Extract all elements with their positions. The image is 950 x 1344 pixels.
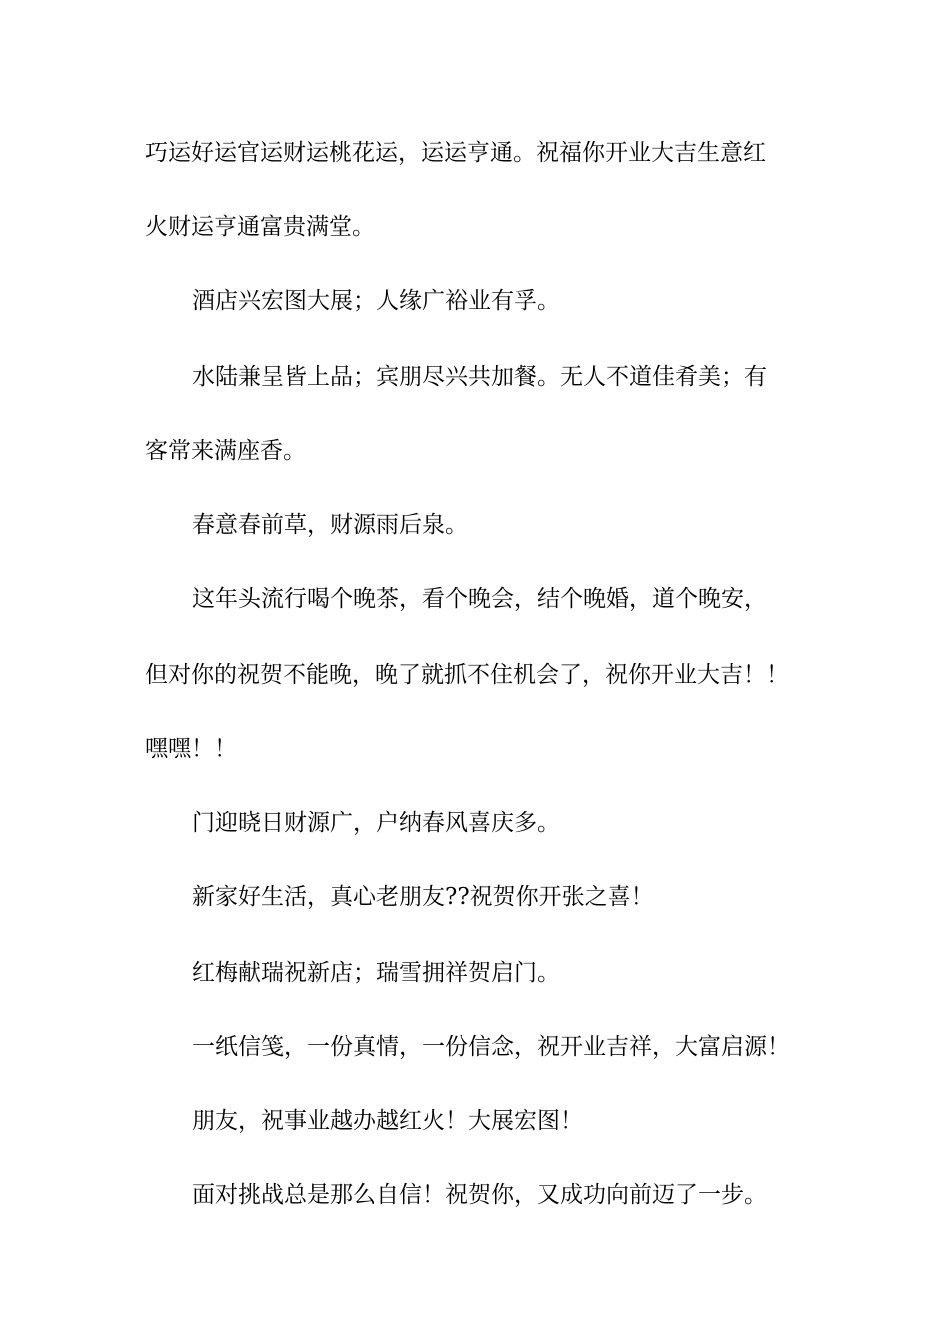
paragraph-line: 火财运亨通富贵满堂。 (145, 214, 375, 240)
paragraph-line: 水陆兼呈皆上品；宾朋尽兴共加餐。无人不道佳肴美；有 (192, 364, 767, 390)
paragraph-line: 新家好生活，真心老朋友??祝贺你开张之喜！ (192, 884, 654, 910)
paragraph-line: 面对挑战总是那么自信！祝贺你，又成功向前迈了一步。 (192, 1182, 767, 1208)
paragraph-line: 春意春前草，财源雨后泉。 (192, 512, 468, 538)
paragraph-line: 一纸信笺，一份真情，一份信念，祝开业吉祥，大富启源！ (192, 1034, 790, 1060)
paragraph-line: 朋友，祝事业越办越红火！大展宏图！ (192, 1108, 583, 1134)
paragraph-line: 门迎晓日财源广，户纳春风喜庆多。 (192, 810, 560, 836)
paragraph-line: 酒店兴宏图大展；人缘广裕业有孚。 (192, 288, 560, 314)
paragraph-line: 但对你的祝贺不能晚，晚了就抓不住机会了，祝你开业大吉！！ (145, 662, 789, 688)
paragraph-line: 客常来满座香。 (145, 438, 306, 464)
paragraph-line: 嘿嘿！！ (145, 736, 237, 762)
paragraph-line: 红梅献瑞祝新店；瑞雪拥祥贺启门。 (192, 960, 560, 986)
paragraph-line: 巧运好运官运财运桃花运，运运亨通。祝福你开业大吉生意红 (145, 140, 766, 166)
paragraph-line: 这年头流行喝个晚茶，看个晚会，结个晚婚，道个晚安， (192, 586, 767, 612)
